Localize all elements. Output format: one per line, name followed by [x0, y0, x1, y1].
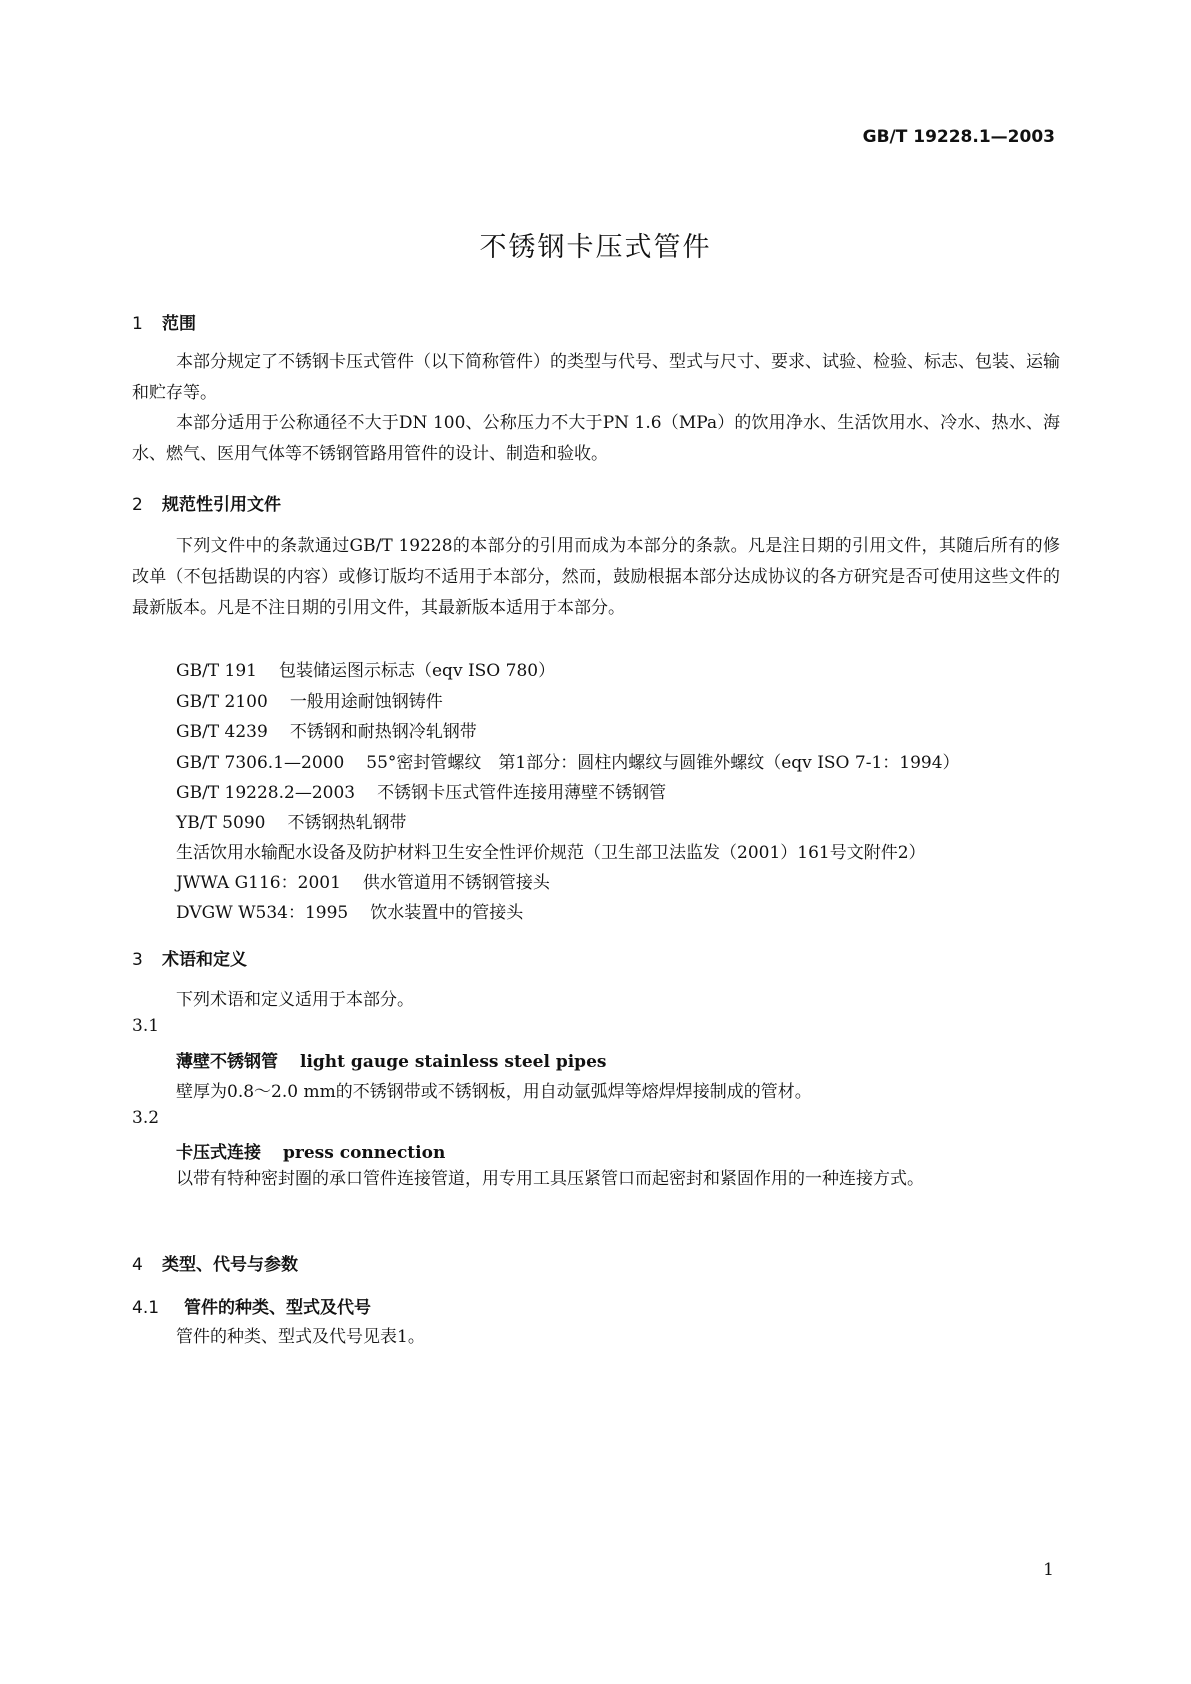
reference-title: 饮水装置中的管接头 — [370, 903, 524, 923]
reference-item — [176, 838, 926, 863]
reference-code: GB/T 2100 — [176, 692, 268, 712]
section-1-heading — [132, 309, 196, 334]
reference-title: 生活饮用水输配水设备及防护材料卫生安全性评价规范（卫生部卫法监发（2001）161号文附件2） — [176, 843, 926, 863]
section-number: 4 — [132, 1255, 143, 1275]
reference-item — [176, 687, 443, 712]
reference-item — [176, 778, 666, 803]
subsection-4-1-heading — [132, 1293, 371, 1318]
section-2-heading — [132, 490, 281, 515]
section-2-intro: 下列文件中的条款通过GB/T 19228的本部分的引用而成为本部分的条款。凡是注日期的引用文件，其随后所有的修改单（不包括勘误的内容）或修订版均不适用于本部分，然而，鼓励根据本部分达成协议的各方研究是否可使用这些文件的最新版本。凡是不注日期的引用文件，其最新版本适用于本部分。 — [132, 536, 1060, 618]
reference-code: JWWA G116：2001 — [176, 873, 341, 893]
document-title: 不锈钢卡压式管件 — [479, 232, 712, 263]
section-title: 类型、代号与参数 — [162, 1255, 298, 1275]
reference-item — [176, 868, 550, 893]
reference-code: DVGW W534：1995 — [176, 903, 349, 923]
term-heading — [176, 1138, 445, 1163]
reference-item — [176, 656, 555, 681]
reference-title: 供水管道用不锈钢管接头 — [362, 873, 550, 893]
reference-title: 不锈钢和耐热钢冷轧钢带 — [289, 722, 477, 742]
term-en: press connection — [283, 1143, 446, 1163]
term-en: light gauge stainless steel pipes — [300, 1052, 607, 1072]
standard-code: GB/T 19228.1—2003 — [862, 127, 1055, 147]
reference-code: YB/T 5090 — [176, 813, 266, 833]
section-4-heading — [132, 1250, 298, 1275]
term-definition: 壁厚为0.8～2.0 mm的不锈钢带或不锈钢板，用自动氩弧焊等熔焊焊接制成的管材。 — [176, 1082, 812, 1102]
term-zh: 薄壁不锈钢管 — [176, 1052, 278, 1072]
reference-code: GB/T 191 — [176, 661, 257, 681]
section-1-paragraph-1: 本部分规定了不锈钢卡压式管件（以下简称管件）的类型与代号、型式与尺寸、要求、试验、检验、标志、包装、运输和贮存等。 — [132, 352, 1060, 403]
section-number: 3 — [132, 950, 143, 970]
reference-title: 55°密封管螺纹 第1部分：圆柱内螺纹与圆锥外螺纹（eqv ISO 7-1：1994） — [366, 753, 960, 773]
reference-title: 一般用途耐蚀钢铸件 — [289, 692, 443, 712]
term-heading — [176, 1047, 606, 1072]
reference-item — [176, 808, 406, 833]
section-title: 规范性引用文件 — [162, 495, 281, 515]
reference-title: 包装储运图示标志（eqv ISO 780） — [279, 661, 556, 681]
reference-code: GB/T 19228.2—2003 — [176, 783, 356, 803]
reference-item — [176, 748, 960, 773]
reference-item — [176, 717, 477, 742]
section-number: 1 — [132, 314, 143, 334]
section-title: 范围 — [162, 314, 196, 334]
term-zh: 卡压式连接 — [176, 1143, 261, 1163]
term-number: 3.1 — [132, 1016, 160, 1036]
term-number: 3.2 — [132, 1108, 160, 1128]
reference-title: 不锈钢卡压式管件连接用薄壁不锈钢管 — [377, 783, 667, 803]
section-1-paragraph-2: 本部分适用于公称通径不大于DN 100、公称压力不大于PN 1.6（MPa）的饮用净水、生活饮用水、冷水、热水、海水、燃气、医用气体等不锈钢管路用管件的设计、制造和验收。 — [132, 413, 1060, 464]
term-definition: 以带有特种密封圈的承口管件连接管道，用专用工具压紧管口而起密封和紧固作用的一种连接方式。 — [176, 1169, 924, 1189]
reference-code: GB/T 4239 — [176, 722, 268, 742]
subsection-number: 4.1 — [132, 1298, 160, 1318]
reference-title: 不锈钢热轧钢带 — [287, 813, 407, 833]
reference-item — [176, 898, 523, 923]
section-3-heading — [132, 945, 247, 970]
subsection-4-1-text: 管件的种类、型式及代号见表1。 — [176, 1327, 425, 1347]
page-number: 1 — [1043, 1560, 1054, 1580]
section-title: 术语和定义 — [162, 950, 247, 970]
reference-code: GB/T 7306.1—2000 — [176, 753, 345, 773]
section-number: 2 — [132, 495, 143, 515]
section-3-intro: 下列术语和定义适用于本部分。 — [176, 990, 414, 1010]
subsection-title: 管件的种类、型式及代号 — [184, 1298, 371, 1318]
